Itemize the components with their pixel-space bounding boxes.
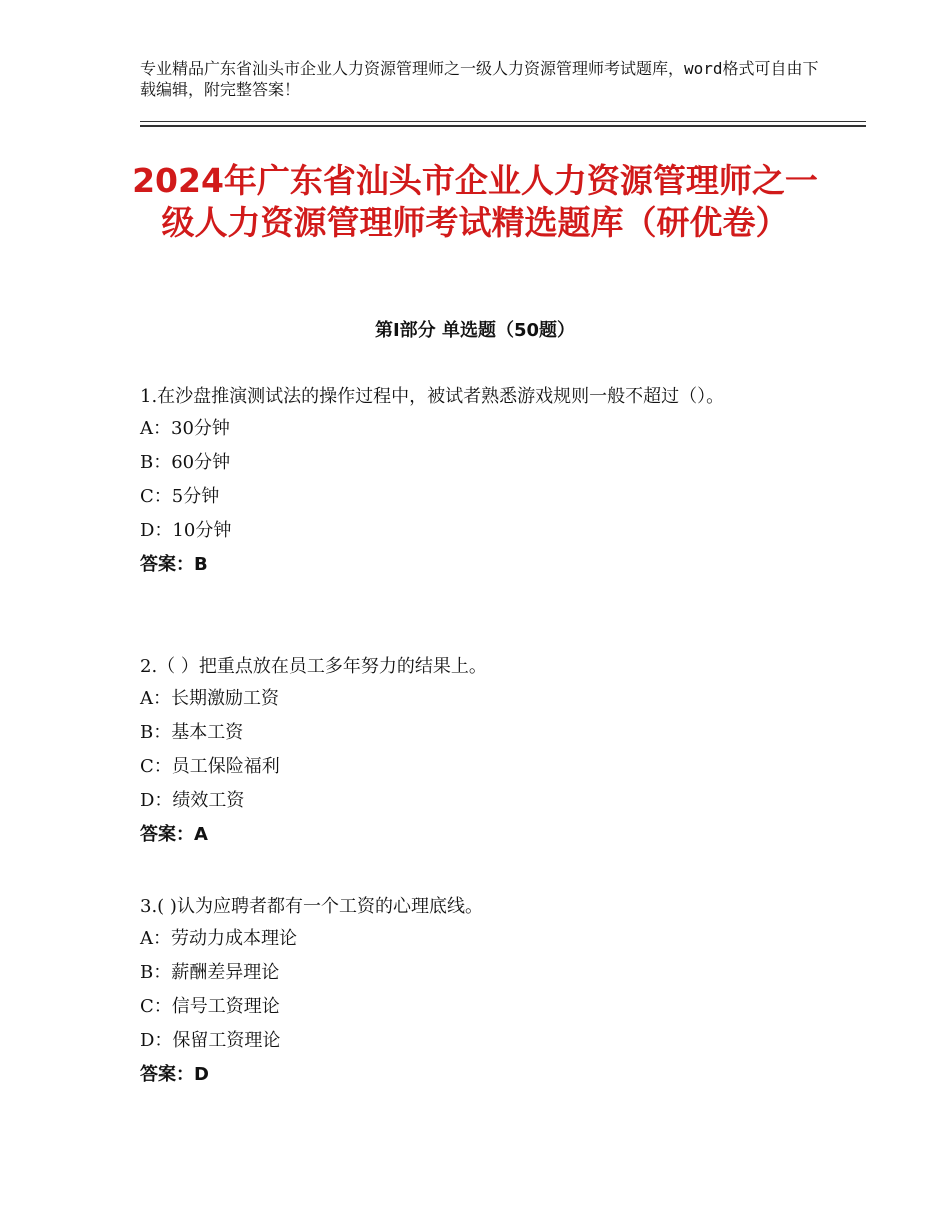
option-d: D：保留工资理论 (140, 1030, 281, 1051)
option-b: B：薪酬差异理论 (140, 962, 280, 983)
section-heading: 第Ⅰ部分 单选题（50题） (374, 320, 575, 341)
answer-line (140, 548, 820, 582)
answer-value: A (194, 824, 208, 845)
question-2 (140, 652, 820, 852)
question-stem: 1.在沙盘推演测试法的操作过程中，被试者熟悉游戏规则一般不超过（）。 (140, 386, 725, 407)
question-stem: 2.（ ）把重点放在员工多年努力的结果上。 (140, 656, 487, 677)
option-c: C：员工保险福利 (140, 756, 280, 777)
question-stem: 3.( )认为应聘者都有一个工资的心理底线。 (140, 896, 483, 917)
answer-line (140, 818, 820, 852)
option-d: D：10分钟 (140, 520, 232, 541)
answer-value: B (194, 554, 208, 575)
option-b: B：60分钟 (140, 452, 231, 473)
answer-label: 答案： (140, 824, 194, 845)
header-divider-thick (140, 125, 866, 127)
option-b: B：基本工资 (140, 722, 244, 743)
option-a: A：劳动力成本理论 (140, 928, 297, 949)
option-c: C：5分钟 (140, 486, 220, 507)
answer-value: D (194, 1064, 209, 1085)
header-note: 专业精品广东省汕头市企业人力资源管理师之一级人力资源管理师考试题库，word格式可自由下载编辑，附完整答案！ (140, 59, 819, 99)
option-a: A：30分钟 (140, 418, 230, 439)
header-divider-thin (140, 121, 866, 122)
option-c: C：信号工资理论 (140, 996, 280, 1017)
answer-line (140, 1058, 820, 1092)
option-d: D：绩效工资 (140, 790, 245, 811)
document-title: 2024年广东省汕头市企业人力资源管理师之一级人力资源管理师考试精选题库（研优卷） (132, 161, 818, 242)
answer-label: 答案： (140, 554, 194, 575)
question-1 (140, 382, 820, 582)
answer-label: 答案： (140, 1064, 194, 1085)
question-3 (140, 892, 820, 1092)
option-a: A：长期激励工资 (140, 688, 279, 709)
